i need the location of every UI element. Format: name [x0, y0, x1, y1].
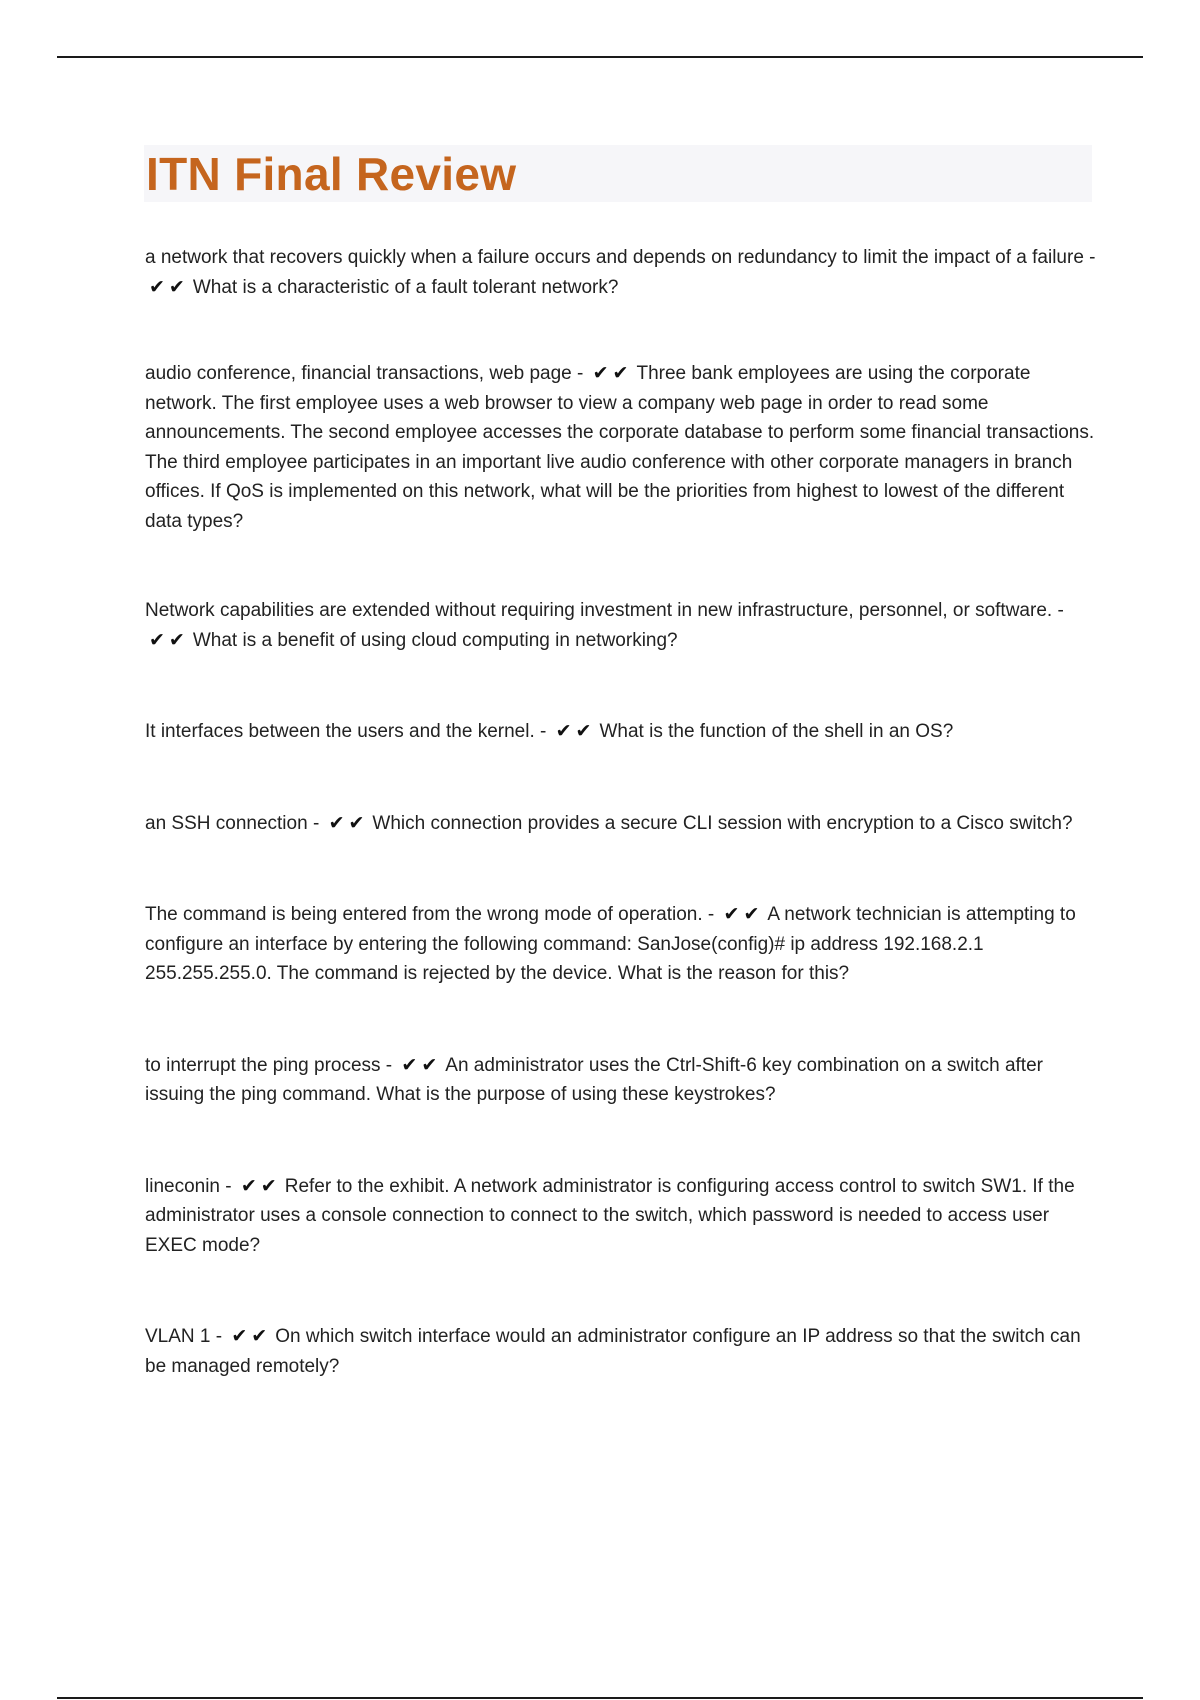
separator: - — [571, 363, 589, 384]
separator: - — [307, 812, 325, 834]
flashcard-question: On which switch interface would an administrator configure an IP address so that the switch can be managed remotely? — [145, 1326, 1081, 1377]
flashcard — [145, 596, 1097, 655]
flashcard-answer: VLAN 1 — [145, 1326, 211, 1347]
flashcard — [145, 717, 1097, 747]
flashcard — [145, 1172, 1097, 1261]
flashcard-answer: Network capabilities are extended without requiring investment in new infrastructure, personnel, or software. — [145, 600, 1053, 621]
separator: - — [702, 904, 720, 925]
footer-rule — [57, 1697, 1143, 1699]
double-check-icon: ✔✔ — [328, 811, 369, 834]
flashcard — [145, 1051, 1097, 1110]
separator: - — [380, 1054, 398, 1076]
flashcard — [145, 359, 1097, 536]
double-check-icon: ✔✔ — [231, 1325, 272, 1347]
double-check-icon: ✔✔ — [723, 903, 764, 925]
flashcard-answer: an SSH connection — [145, 812, 308, 834]
double-check-icon: ✔✔ — [555, 720, 596, 742]
double-check-icon: ✔✔ — [401, 1053, 442, 1076]
flashcard-answer: The command is being entered from the wrong mode of operation. — [145, 904, 703, 925]
flashcard-answer: It interfaces between the users and the kernel. — [145, 721, 535, 742]
flashcard-answer: to interrupt the ping process — [145, 1054, 381, 1076]
flashcard-question: What is a benefit of using cloud computing in networking? — [192, 629, 678, 651]
flashcard-question: What is the function of the shell in an OS? — [599, 721, 954, 742]
flashcard-question: Three bank employees are using the corporate network. The first employee uses a web browser to view a company web page in order to read some announcements. The second employee accesses the corporate database to perform some financial transactions. The third employee participates in an important live audio conference with other corporate managers in branch offices. If QoS is implemented on this network, what will be the priorities from highest to lowest of the different data types? — [145, 363, 1095, 532]
flashcard-question: What is a characteristic of a fault tolerant network? — [192, 276, 619, 298]
separator: - — [534, 721, 552, 742]
separator: - — [220, 1175, 237, 1197]
double-check-icon: ✔✔ — [592, 362, 633, 384]
flashcard-answer: lineconin — [145, 1175, 220, 1197]
flashcard-answer: audio conference, financial transactions, web page — [145, 363, 572, 384]
page-title: ITN Final Review — [146, 148, 517, 200]
separator: - — [210, 1326, 228, 1347]
flashcard — [145, 243, 1097, 302]
flashcard-question: A network technician is attempting to configure an interface by entering the following command: SanJose(config)# ip address 192.168.2.1 255.255.255.0. The command is rejected by the device. What is the reason for this? — [145, 904, 1076, 984]
flashcard-question: Which connection provides a secure CLI session with encryption to a Cisco switch? — [372, 812, 1073, 834]
double-check-icon: ✔✔ — [149, 275, 189, 298]
flashcard-question: Refer to the exhibit. A network administrator is configuring access control to switch SW1. If the administrator uses a console connection to connect to the switch, which password is needed to access user EXEC mode? — [145, 1175, 1075, 1256]
flashcard — [145, 1322, 1097, 1381]
separator: - — [1052, 600, 1064, 621]
flashcard-list — [145, 243, 1097, 1381]
double-check-icon: ✔✔ — [240, 1174, 281, 1197]
flashcard — [145, 900, 1097, 989]
flashcard-question: An administrator uses the Ctrl-Shift-6 key combination on a switch after issuing the ping command. What is the purpose of using these keystrokes? — [145, 1054, 1043, 1105]
flashcard-answer: a network that recovers quickly when a failure occurs and depends on redundancy to limit the impact of a failure — [145, 247, 1084, 268]
double-check-icon: ✔✔ — [149, 628, 189, 651]
flashcard — [145, 809, 1097, 839]
header-rule — [57, 56, 1143, 58]
separator: - — [1083, 247, 1096, 268]
